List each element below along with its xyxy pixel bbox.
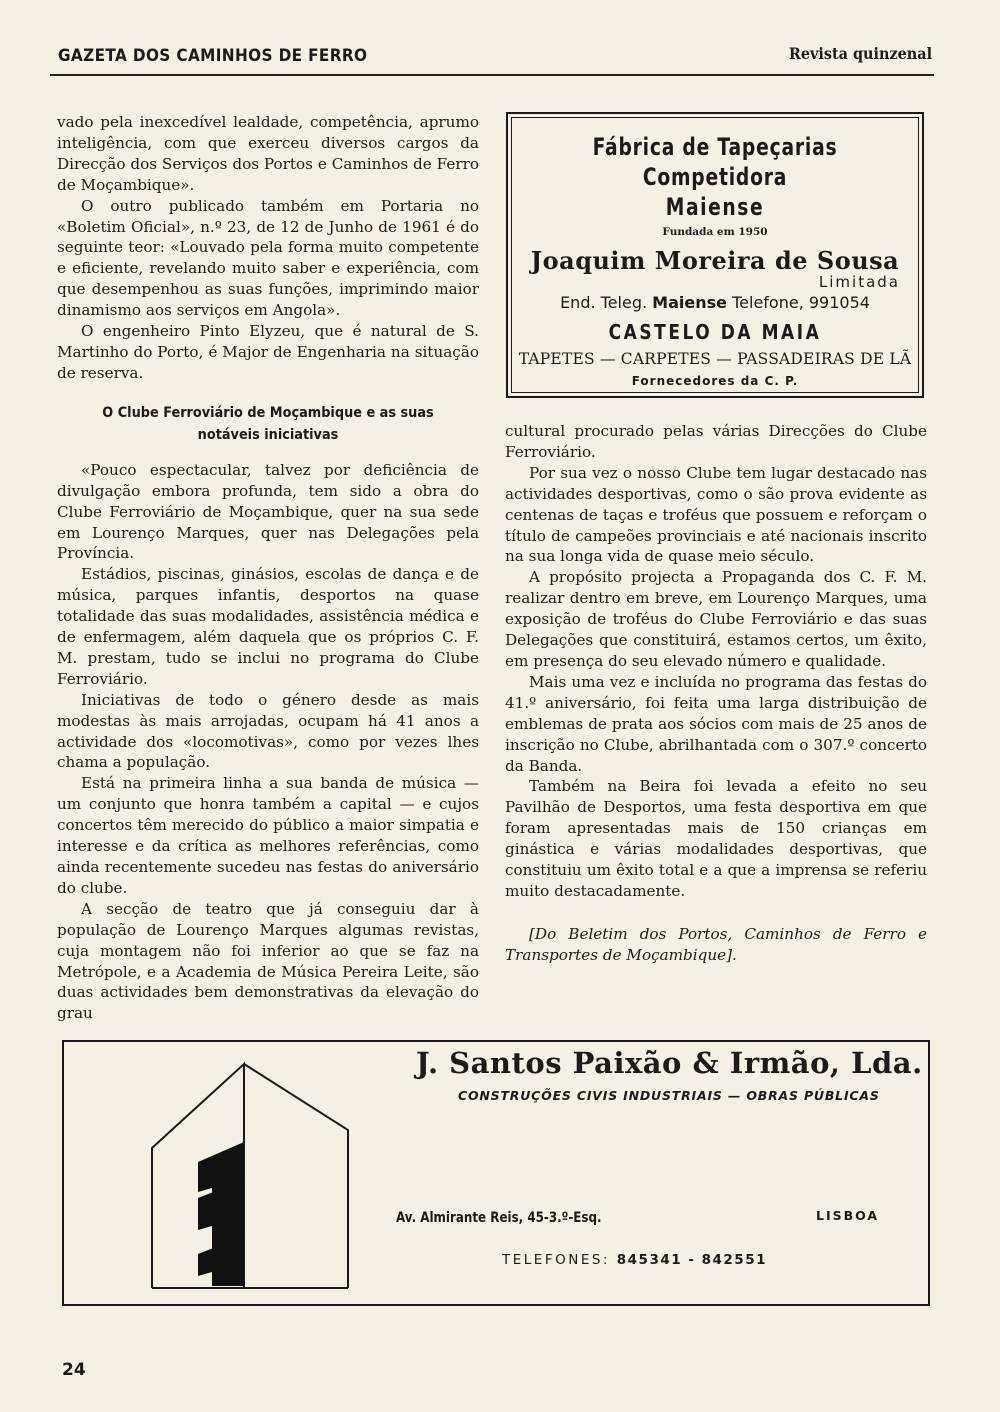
journal-subtitle: Revista quinzenal [788, 44, 932, 63]
company-name: J. Santos Paixão & Irmão, Lda. [416, 1046, 923, 1080]
advert-place: CASTELO DA MAIA [608, 320, 822, 344]
paragraph: Estádios, piscinas, ginásios, escolas de dança e de música, parques infantis, desportos na quase totalidade das suas modalidades, assistência médica e de enfermagem, além daquela que os próprios C. F. M. prestam, tudo se inclui no programa do Clube Ferroviário. [57, 565, 479, 688]
phones-label: TELEFONES: [502, 1252, 610, 1268]
paragraph: «Pouco espectacular, talvez por deficiência de divulgação embora profunda, tem sido a obra do Clube Ferroviário de Moçambique, quer na sua sede em Lourenço Marques, quer nas Delegações pela Província. [57, 460, 479, 563]
paragraph: Também na Beira foi levada a efeito no seu Pavilhão de Desportos, uma festa desportiva em que foram apresentadas mais de 150 crianças em ginástica e várias modalidades desportivas, que constituiu um êxito total e a que a imprensa se referiu muito destacadamente. [505, 777, 927, 900]
page-number: 24 [62, 1360, 86, 1380]
advert-title: Fábrica de Tapeçarias Competidora [592, 133, 838, 191]
paragraph: vado pela inexcedível lealdade, competência, aprumo inteligência, com que exerceu diversos cargos da Direcção dos Serviços dos Portos e Caminhos de Ferro de Moçambique». [57, 113, 479, 194]
paragraph: O engenheiro Pinto Elyzeu, que é natural de S. Martinho do Porto, é Major de Engenharia na situação de reserva. [57, 322, 479, 382]
right-column [505, 421, 927, 966]
paragraph: Iniciativas de todo o género desde as mais modestas às mais arrojadas, ocupam há 41 anos a actividade dos «locomotivas», como por vezes lhes chama a população. [57, 690, 479, 772]
section-title: O Clube Ferroviário de Moçambique e as suas notáveis iniciativas [102, 404, 434, 443]
paragraph: Está na primeira linha a sua banda de música — um conjunto que honra também a capital — e cujos concertos têm merecido do público a maior simpatia e interesse e da crítica as melhores referências, como ainda recentemente sucedeu nas festas do aniversário do clube. [57, 774, 479, 897]
phones-numbers: 845341 - 842551 [616, 1252, 767, 1268]
header-rule [50, 74, 934, 76]
company-city: LISBOA [816, 1208, 880, 1223]
advert-inner-frame [511, 117, 919, 393]
company-phones [502, 1252, 767, 1268]
paragraph: O outro publicado também em Portaria no «Boletim Oficial», n.º 23, de 12 de Junho de 1961 é do seguinte teor: «Louvado pela forma muito competente e eficiente, revelando muito saber e experiência, com que desempenhou as suas funções, imprimindo maior dinamismo aos serviços em Angola». [57, 196, 479, 320]
company-address: Av. Almirante Reis, 45-3.º-Esq. [396, 1210, 602, 1226]
paragraph: Mais uma vez e incluída no programa das festas do 41.º aniversário, foi feita uma larga distribuição de emblemas de prata aos sócios com mais de 25 anos de inscrição no Clube, abrilhantada com o 307.º concerto da Banda. [505, 672, 927, 775]
advert-tapecarias [506, 112, 924, 398]
source-citation: [Do Beletim dos Portos, Caminhos de Ferro e Transportes de Moçambique]. [505, 924, 927, 964]
left-column [57, 112, 479, 1024]
advert-owner: Joaquim Moreira de Sousa [530, 246, 900, 275]
company-tagline: CONSTRUÇÕES CIVIS INDUSTRIAIS — OBRAS PÚBLICAS [458, 1088, 880, 1103]
paragraph: A secção de teatro que já conseguiu dar à população de Lourenço Marques algumas revistas, cuja montagem não foi inferior ao que se faz na Metrópole, e a Academia de Música Pereira Leite, são duas actividades bem demonstrativas da elevação do grau [57, 899, 479, 1023]
advert-subtitle: Maiense [665, 193, 765, 221]
advert-santos-paixao [62, 1040, 930, 1306]
advert-teleg-name: Maiense [652, 293, 727, 312]
advert-products: TAPETES — CARPETES — PASSADEIRAS DE LÃ [518, 350, 912, 368]
advert-legal-form: Limitada [818, 273, 900, 291]
paragraph: Por sua vez o nosso Clube tem lugar destacado nas actividades desportivas, como o são prova evidente as centenas de taças e troféus que possuem e reforçam o título de campeões provinciais e até nacionais inscrito na sua longa vida de quase meio século. [505, 463, 927, 566]
journal-title: GAZETA DOS CAMINHOS DE FERRO [58, 46, 368, 66]
advert-supplier: Fornecedores da C. P. [631, 374, 799, 388]
advert-phone: Telefone, 991054 [732, 293, 870, 312]
paragraph: A propósito projecta a Propaganda dos C. F. M. realizar dentro em breve, em Lourenço Marques, uma exposição de troféus do Clube Ferroviário e das suas Delegações que constituirá, estamos certos, um êxito, em presença do seu elevado número e qualidade. [505, 568, 927, 670]
advert-teleg-label: End. Teleg. [560, 293, 648, 312]
paragraph: cultural procurado pelas várias Direcções do Clube Ferroviário. [505, 422, 927, 461]
advert-contact [512, 293, 918, 312]
advert-founded: Fundada em 1950 [662, 226, 768, 238]
building-logo-icon [148, 1058, 368, 1290]
